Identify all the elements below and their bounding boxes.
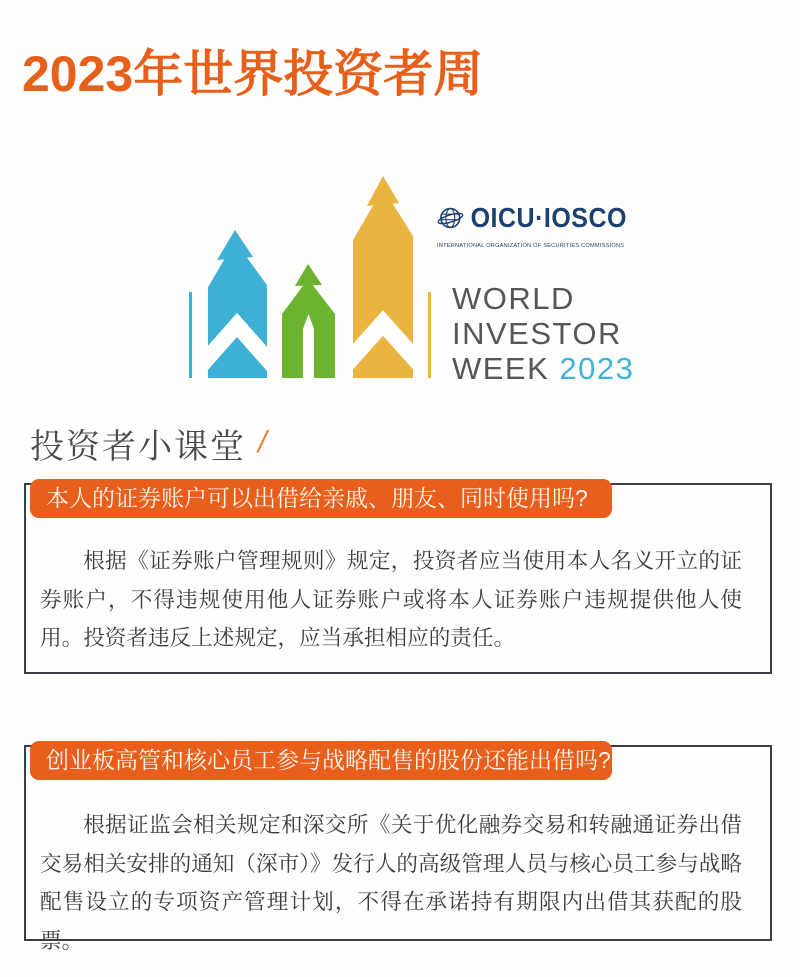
world-investor-week-logo bbox=[0, 0, 800, 410]
pencils-chart-icon bbox=[185, 168, 435, 383]
qa-question-banner: 本人的证券账户可以出借给亲戚、朋友、同时使用吗? bbox=[30, 479, 612, 518]
wiw-line-week-year bbox=[452, 351, 634, 386]
section-slash-decoration: / bbox=[258, 424, 267, 459]
qa-question-banner: 创业板高管和核心员工参与战略配售的股份还能出借吗? bbox=[30, 741, 612, 780]
qa-answer-text: 根据证监会相关规定和深交所《关于优化融券交易和转融通证券出借交易相关安排的通知（深市）》发行人的高级管理人员与核心员工参与战略配售设立的专项资产管理计划，不得在承诺持有期限内出借其获配的股票。 bbox=[40, 812, 742, 953]
section-heading: 投资者小课堂 bbox=[30, 428, 246, 466]
qa-card-strategic-placement bbox=[24, 745, 772, 953]
wiw-line-investor: INVESTOR bbox=[452, 316, 622, 351]
iosco-wordmark: OICU·IOSCO bbox=[470, 201, 627, 234]
qa-answer-text: 根据《证券账户管理规则》规定，投资者应当使用本人名义开立的证券账户，不得违规使用他人证券账户或将本人证券账户违规提供他人使用。投资者违反上述规定，应当承担相应的责任。 bbox=[40, 548, 742, 650]
qa-card-account-lending bbox=[24, 483, 772, 674]
wiw-line-world: WORLD bbox=[452, 281, 575, 316]
globe-icon bbox=[437, 196, 464, 240]
wiw-year: 2023 bbox=[559, 351, 635, 386]
wiw-wordmark bbox=[452, 281, 634, 386]
iosco-tagline: INTERNATIONAL ORGANIZATION OF SECURITIES COMMISSIONS bbox=[437, 243, 625, 249]
page-title: 2023年世界投资者周 bbox=[22, 46, 484, 102]
wiw-week: WEEK bbox=[452, 351, 550, 386]
iosco-logo bbox=[437, 196, 627, 249]
